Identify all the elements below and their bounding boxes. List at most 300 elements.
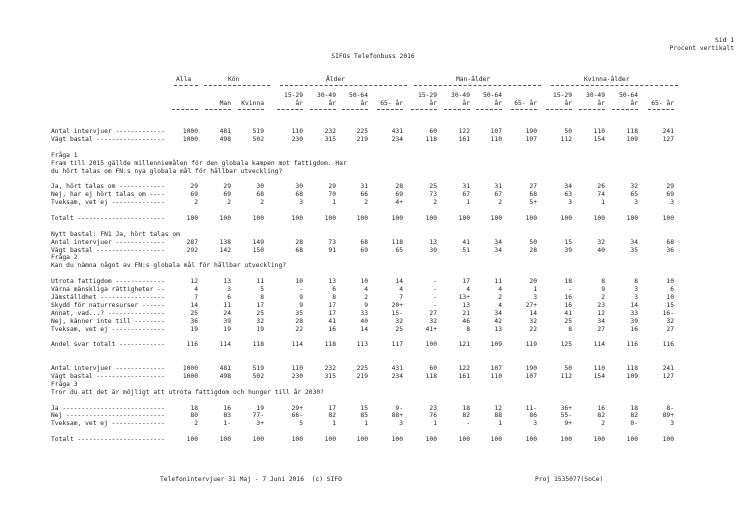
table-cell: 77- — [252, 412, 264, 420]
table-cell: 100 — [291, 436, 303, 444]
table-cell: 25 — [395, 325, 403, 333]
column-header: år — [564, 100, 572, 107]
table-cell: 2 — [498, 293, 502, 301]
table-cell: 34 — [494, 246, 502, 254]
table-cell: 241 — [662, 128, 674, 135]
table-cell: 230 — [291, 372, 303, 380]
table-cell: 3 — [634, 286, 638, 293]
table-cell: 3 — [670, 199, 674, 207]
table-cell: 41+ — [425, 325, 437, 333]
table-cell: 127 — [662, 372, 674, 380]
table-cell: 10 — [360, 278, 368, 286]
table-cell: 41 — [564, 309, 572, 317]
table-cell: 9 — [364, 301, 368, 309]
table-cell: 2 — [364, 199, 368, 207]
table-cell: 4 — [498, 301, 502, 309]
table-cell: 65 — [630, 191, 638, 199]
table-cell: 100 — [252, 214, 264, 222]
column-header: Kvinna — [241, 100, 264, 107]
table-cell: 27+ — [525, 301, 537, 309]
table-cell: 19 — [256, 404, 264, 412]
table-cell: 0- — [630, 420, 638, 428]
column-rule — [648, 109, 674, 110]
table-cell: 4 — [194, 286, 198, 293]
table-cell: 29 — [328, 183, 336, 191]
column-rule — [310, 109, 336, 110]
table-cell: 1 — [533, 286, 537, 293]
table-cell: 17 — [256, 301, 264, 309]
table-cell: 234 — [391, 135, 403, 143]
table-cell: 32 — [529, 317, 537, 325]
row-label: Nej -------------------------- — [51, 412, 165, 420]
table-cell: 60 — [429, 128, 437, 135]
table-cell: 20+ — [391, 301, 403, 309]
column-header: Man — [219, 100, 231, 107]
table-cell: 31 — [494, 183, 502, 191]
table-cell: 34 — [494, 238, 502, 246]
table-row — [0, 318, 746, 326]
table-cell: 17 — [328, 301, 336, 309]
table-cell: 17 — [462, 278, 470, 286]
table-row — [0, 191, 746, 199]
table-cell: 51 — [462, 246, 470, 254]
table-cell: 32 — [429, 317, 437, 325]
column-header: år — [494, 100, 502, 107]
table-cell: 481 — [219, 365, 231, 372]
table-cell: 32 — [597, 238, 605, 246]
table-cell: 2 — [364, 293, 368, 301]
table-cell: 13 — [429, 238, 437, 246]
table-cell: 100 — [490, 214, 502, 222]
table-cell: 149 — [252, 238, 264, 246]
table-cell: 19 — [223, 325, 231, 333]
row-label: Totalt ----------------------- — [51, 214, 165, 222]
table-cell: 109 — [490, 341, 502, 349]
table-cell: 13 — [328, 278, 336, 286]
table-row — [0, 136, 746, 144]
table-cell: 118 — [626, 128, 638, 135]
column-header: 50-64 — [483, 92, 502, 99]
column-rule — [612, 109, 638, 110]
table-cell: 30 — [295, 183, 303, 191]
table-cell: 16 — [564, 293, 572, 301]
table-cell: 13+ — [458, 293, 470, 301]
table-cell: 16 — [597, 404, 605, 412]
column-rule — [377, 109, 403, 110]
table-cell: 16 — [328, 325, 336, 333]
table-cell: 481 — [219, 128, 231, 135]
table-cell: 16 — [630, 325, 638, 333]
table-cell: 36 — [190, 317, 198, 325]
table-row — [0, 436, 746, 444]
table-cell: 30 — [256, 183, 264, 191]
question-text: Nytt bastal: FN1 Ja, hört talas om — [51, 230, 180, 238]
table-cell: 50 — [564, 365, 572, 372]
table-cell: 15 — [666, 301, 674, 309]
table-cell: 110 — [291, 365, 303, 372]
row-label: Tveksam, vet ej -------------- — [51, 420, 165, 428]
table-cell: 15 — [564, 238, 572, 246]
question-text: Fram till 2015 gällde millenniemålen för den globala kampen mot fattigdom. Har — [51, 159, 347, 167]
table-cell: 1 — [433, 420, 437, 428]
table-cell: 29+ — [291, 404, 303, 412]
table-cell: 8 — [466, 325, 470, 333]
group-kvinna-alder: Kvinna-ålder — [584, 76, 630, 83]
question-text-row — [0, 231, 746, 239]
table-cell: 110 — [593, 365, 605, 372]
table-cell: 100 — [324, 436, 336, 444]
table-cell: 17 — [328, 404, 336, 412]
question-text-row — [0, 168, 746, 176]
table-cell: 8 — [260, 293, 264, 301]
table-cell: 6 — [670, 286, 674, 293]
table-cell: - — [433, 278, 437, 286]
row-label: Antal intervjuer ------------- — [51, 128, 165, 135]
column-header: 65- år — [380, 100, 403, 107]
group-rule-kon — [204, 85, 270, 86]
column-header: år — [295, 100, 303, 107]
table-cell: 12 — [597, 309, 605, 317]
table-cell: 8- — [666, 404, 674, 412]
table-cell: 100 — [425, 436, 437, 444]
table-cell: 138 — [219, 238, 231, 246]
table-cell: 100 — [560, 436, 572, 444]
table-cell: 100 — [525, 214, 537, 222]
table-cell: 498 — [219, 135, 231, 143]
table-cell: 14 — [529, 309, 537, 317]
table-cell: 110 — [490, 135, 502, 143]
table-cell: 1 — [601, 199, 605, 207]
table-cell: 114 — [291, 341, 303, 349]
table-cell: 4 — [399, 286, 403, 293]
table-row — [0, 373, 746, 381]
table-cell: 3 — [399, 420, 403, 428]
table-row — [0, 199, 746, 207]
table-cell: 9+ — [564, 420, 572, 428]
table-cell: 10 — [295, 278, 303, 286]
table-cell: 26 — [597, 183, 605, 191]
table-cell: 88+ — [391, 412, 403, 420]
table-cell: 116 — [186, 341, 198, 349]
table-cell: 7 — [399, 293, 403, 301]
table-cell: 100 — [593, 214, 605, 222]
table-cell: 232 — [324, 128, 336, 135]
table-row — [0, 183, 746, 191]
table-cell: 1000 — [182, 365, 198, 372]
table-cell: - — [433, 286, 437, 293]
row-label: Vägt bastal ------------------ — [51, 372, 165, 380]
table-row — [0, 278, 746, 286]
table-cell: 17 — [328, 309, 336, 317]
table-cell: - — [466, 420, 470, 428]
table-cell: 219 — [356, 135, 368, 143]
table-cell: 68 — [360, 238, 368, 246]
column-header: 15-29 — [418, 92, 437, 99]
table-cell: 5+ — [529, 199, 537, 207]
table-cell: 83 — [223, 412, 231, 420]
table-cell: 110 — [291, 128, 303, 135]
row-label: Värna mänskliga rättigheter -- — [51, 286, 165, 293]
table-cell: 9 — [601, 286, 605, 293]
table-cell: 112 — [560, 372, 572, 380]
table-cell: 519 — [252, 128, 264, 135]
table-cell: 35 — [630, 246, 638, 254]
table-cell: 10 — [666, 278, 674, 286]
table-cell: 27 — [529, 183, 537, 191]
table-cell: 292 — [186, 246, 198, 254]
table-cell: 118 — [391, 238, 403, 246]
table-row — [0, 215, 746, 223]
table-cell: 20 — [529, 278, 537, 286]
row-label: Antal intervjuer ------------- — [51, 238, 165, 246]
table-cell: 69 — [395, 191, 403, 199]
table-cell: 219 — [356, 372, 368, 380]
table-cell: 16 — [564, 301, 572, 309]
table-row — [0, 294, 746, 302]
table-row — [0, 239, 746, 247]
question-text-row — [0, 381, 746, 389]
table-cell: 40 — [360, 317, 368, 325]
table-cell: 32 — [630, 183, 638, 191]
table-cell: 60 — [429, 365, 437, 372]
table-cell: 14 — [395, 278, 403, 286]
table-cell: 100 — [458, 436, 470, 444]
table-cell: 4 — [498, 286, 502, 293]
table-cell: 117 — [391, 341, 403, 349]
table-cell: 6 — [227, 293, 231, 301]
column-header: år — [630, 100, 638, 107]
column-header: år — [462, 100, 470, 107]
report-title: SIFOs Telefonbuss 2016 — [331, 53, 415, 60]
table-cell: 100 — [219, 436, 231, 444]
table-cell: 55- — [560, 412, 572, 420]
table-cell: 110 — [593, 128, 605, 135]
column-header: 30-49 — [451, 92, 470, 99]
table-cell: 74 — [597, 191, 605, 199]
table-row — [0, 128, 746, 136]
table-cell: 40 — [597, 246, 605, 254]
table-cell: 34 — [597, 317, 605, 325]
row-label: Jämställdhet ----------------- — [51, 293, 165, 301]
table-row — [0, 412, 746, 420]
table-cell: 8 — [634, 278, 638, 286]
table-cell: 161 — [458, 135, 470, 143]
table-cell: 28 — [529, 246, 537, 254]
table-cell: 68 — [529, 191, 537, 199]
column-rule — [444, 109, 470, 110]
table-cell: 69 — [666, 191, 674, 199]
table-cell: 89+ — [662, 412, 674, 420]
table-cell: 67 — [494, 191, 502, 199]
table-cell: 66- — [291, 412, 303, 420]
column-header: 15-29 — [284, 92, 303, 99]
table-cell: 1 — [332, 199, 336, 207]
table-cell: 25 — [190, 309, 198, 317]
table-cell: 91 — [328, 246, 336, 254]
table-cell: 121 — [458, 341, 470, 349]
column-rule — [342, 109, 368, 110]
table-cell: 100 — [425, 341, 437, 349]
table-cell: 27 — [597, 325, 605, 333]
column-rule — [511, 109, 537, 110]
table-cell: 68 — [295, 191, 303, 199]
table-cell: 3 — [568, 199, 572, 207]
table-cell: 431 — [391, 128, 403, 135]
table-cell: 118 — [425, 135, 437, 143]
table-cell: 19 — [190, 325, 198, 333]
table-cell: 127 — [662, 135, 674, 143]
column-rule — [238, 109, 264, 110]
column-header: år — [429, 100, 437, 107]
table-cell: 119 — [525, 341, 537, 349]
table-cell: 16 — [223, 404, 231, 412]
table-cell: 29 — [223, 183, 231, 191]
table-cell: 519 — [252, 365, 264, 372]
table-cell: 73 — [429, 191, 437, 199]
table-cell: 6 — [332, 286, 336, 293]
table-cell: 23 — [597, 301, 605, 309]
table-cell: 3 — [227, 286, 231, 293]
table-row — [0, 247, 746, 255]
row-label: Tveksam, vet ej -------------- — [51, 199, 165, 207]
group-rule-kvinna-alder — [551, 85, 678, 86]
table-cell: 190 — [525, 128, 537, 135]
column-header: 50-64 — [349, 92, 368, 99]
column-header: 65- år — [651, 100, 674, 107]
table-cell: 100 — [626, 436, 638, 444]
table-cell: 28 — [395, 183, 403, 191]
table-cell: 107 — [490, 365, 502, 372]
table-cell: 63 — [564, 191, 572, 199]
table-cell: 142 — [219, 246, 231, 254]
table-cell: 27 — [429, 309, 437, 317]
row-label: Skydd för naturresurser ------ — [51, 301, 165, 309]
row-label: Nej, känner inte till -------- — [51, 317, 165, 325]
table-cell: 1000 — [182, 128, 198, 135]
table-cell: 502 — [252, 372, 264, 380]
table-cell: 154 — [593, 372, 605, 380]
table-cell: 82 — [630, 412, 638, 420]
table-cell: 28 — [295, 317, 303, 325]
question-text-row — [0, 152, 746, 160]
group-alla: Alla — [176, 76, 192, 83]
table-cell: 4+ — [395, 199, 403, 207]
question-text-row — [0, 160, 746, 168]
table-cell: 2 — [194, 420, 198, 428]
table-cell: 8 — [568, 325, 572, 333]
row-label: Andel svar totalt ------------ — [51, 341, 165, 349]
column-header: år — [360, 100, 368, 107]
table-cell: 36+ — [560, 404, 572, 412]
table-cell: 125 — [560, 341, 572, 349]
table-cell: 50 — [529, 238, 537, 246]
table-cell: 85 — [360, 412, 368, 420]
column-rule — [172, 109, 198, 110]
table-cell: 122 — [458, 128, 470, 135]
table-cell: 34 — [564, 183, 572, 191]
table-cell: 109 — [626, 372, 638, 380]
column-rule — [476, 109, 502, 110]
question-text-row — [0, 262, 746, 270]
table-cell: 100 — [560, 214, 572, 222]
table-cell: 1 — [364, 420, 368, 428]
table-cell: 7 — [194, 293, 198, 301]
table-cell: 2 — [194, 199, 198, 207]
page-subtitle: Procent vertikalt — [669, 45, 734, 52]
table-cell: 14 — [190, 301, 198, 309]
table-cell: 15- — [391, 309, 403, 317]
table-cell: 12 — [494, 404, 502, 412]
row-label: Tveksam, vet ej -------------- — [51, 325, 165, 333]
table-cell: 21 — [462, 309, 470, 317]
table-cell: 154 — [593, 135, 605, 143]
table-cell: 1 — [332, 420, 336, 428]
table-cell: 18 — [462, 404, 470, 412]
table-cell: 82 — [462, 412, 470, 420]
table-cell: 19 — [256, 325, 264, 333]
table-cell: 66 — [360, 191, 368, 199]
footer-left: Telefonintervjuer 31 Maj - 7 Juni 2016 (c) SIFO — [160, 476, 342, 483]
table-cell: 1 — [466, 199, 470, 207]
table-cell: 1000 — [182, 135, 198, 143]
table-cell: 100 — [662, 214, 674, 222]
table-cell: 118 — [425, 372, 437, 380]
table-cell: 5 — [260, 286, 264, 293]
table-cell: 11 — [223, 301, 231, 309]
table-cell: 70 — [328, 191, 336, 199]
table-row — [0, 420, 746, 428]
table-row — [0, 326, 746, 334]
table-cell: - — [433, 293, 437, 301]
table-cell: 68 — [256, 191, 264, 199]
table-cell: - — [433, 301, 437, 309]
column-header: 30-49 — [586, 92, 605, 99]
group-rule-man-alder — [414, 85, 541, 86]
table-cell: 100 — [525, 436, 537, 444]
column-header: år — [597, 100, 605, 107]
table-cell: 86 — [529, 412, 537, 420]
table-cell: 122 — [458, 365, 470, 372]
table-cell: 100 — [490, 436, 502, 444]
table-cell: 225 — [356, 128, 368, 135]
column-rule — [411, 109, 437, 110]
table-cell: 41 — [328, 317, 336, 325]
table-cell: 100 — [391, 436, 403, 444]
table-cell: 18 — [190, 404, 198, 412]
table-cell: 3+ — [256, 420, 264, 428]
table-cell: 11- — [525, 404, 537, 412]
table-cell: 100 — [626, 214, 638, 222]
table-cell: 33 — [630, 309, 638, 317]
column-header: år — [328, 100, 336, 107]
table-cell: - — [299, 286, 303, 293]
table-row — [0, 405, 746, 413]
table-cell: 29 — [666, 183, 674, 191]
table-cell: 24 — [223, 309, 231, 317]
group-kon: Kön — [228, 76, 240, 83]
table-cell: 29 — [190, 183, 198, 191]
row-label: Utrota fattigdom ------------- — [51, 278, 165, 286]
table-cell: 68 — [295, 246, 303, 254]
table-cell: 2 — [433, 199, 437, 207]
table-cell: 118 — [252, 341, 264, 349]
table-cell: 41 — [462, 238, 470, 246]
group-alder: Ålder — [326, 76, 345, 83]
table-cell: 3 — [299, 199, 303, 207]
table-cell: 100 — [356, 214, 368, 222]
row-label: Nej, har ej hört talas om ---- — [51, 191, 165, 199]
table-row — [0, 286, 746, 294]
